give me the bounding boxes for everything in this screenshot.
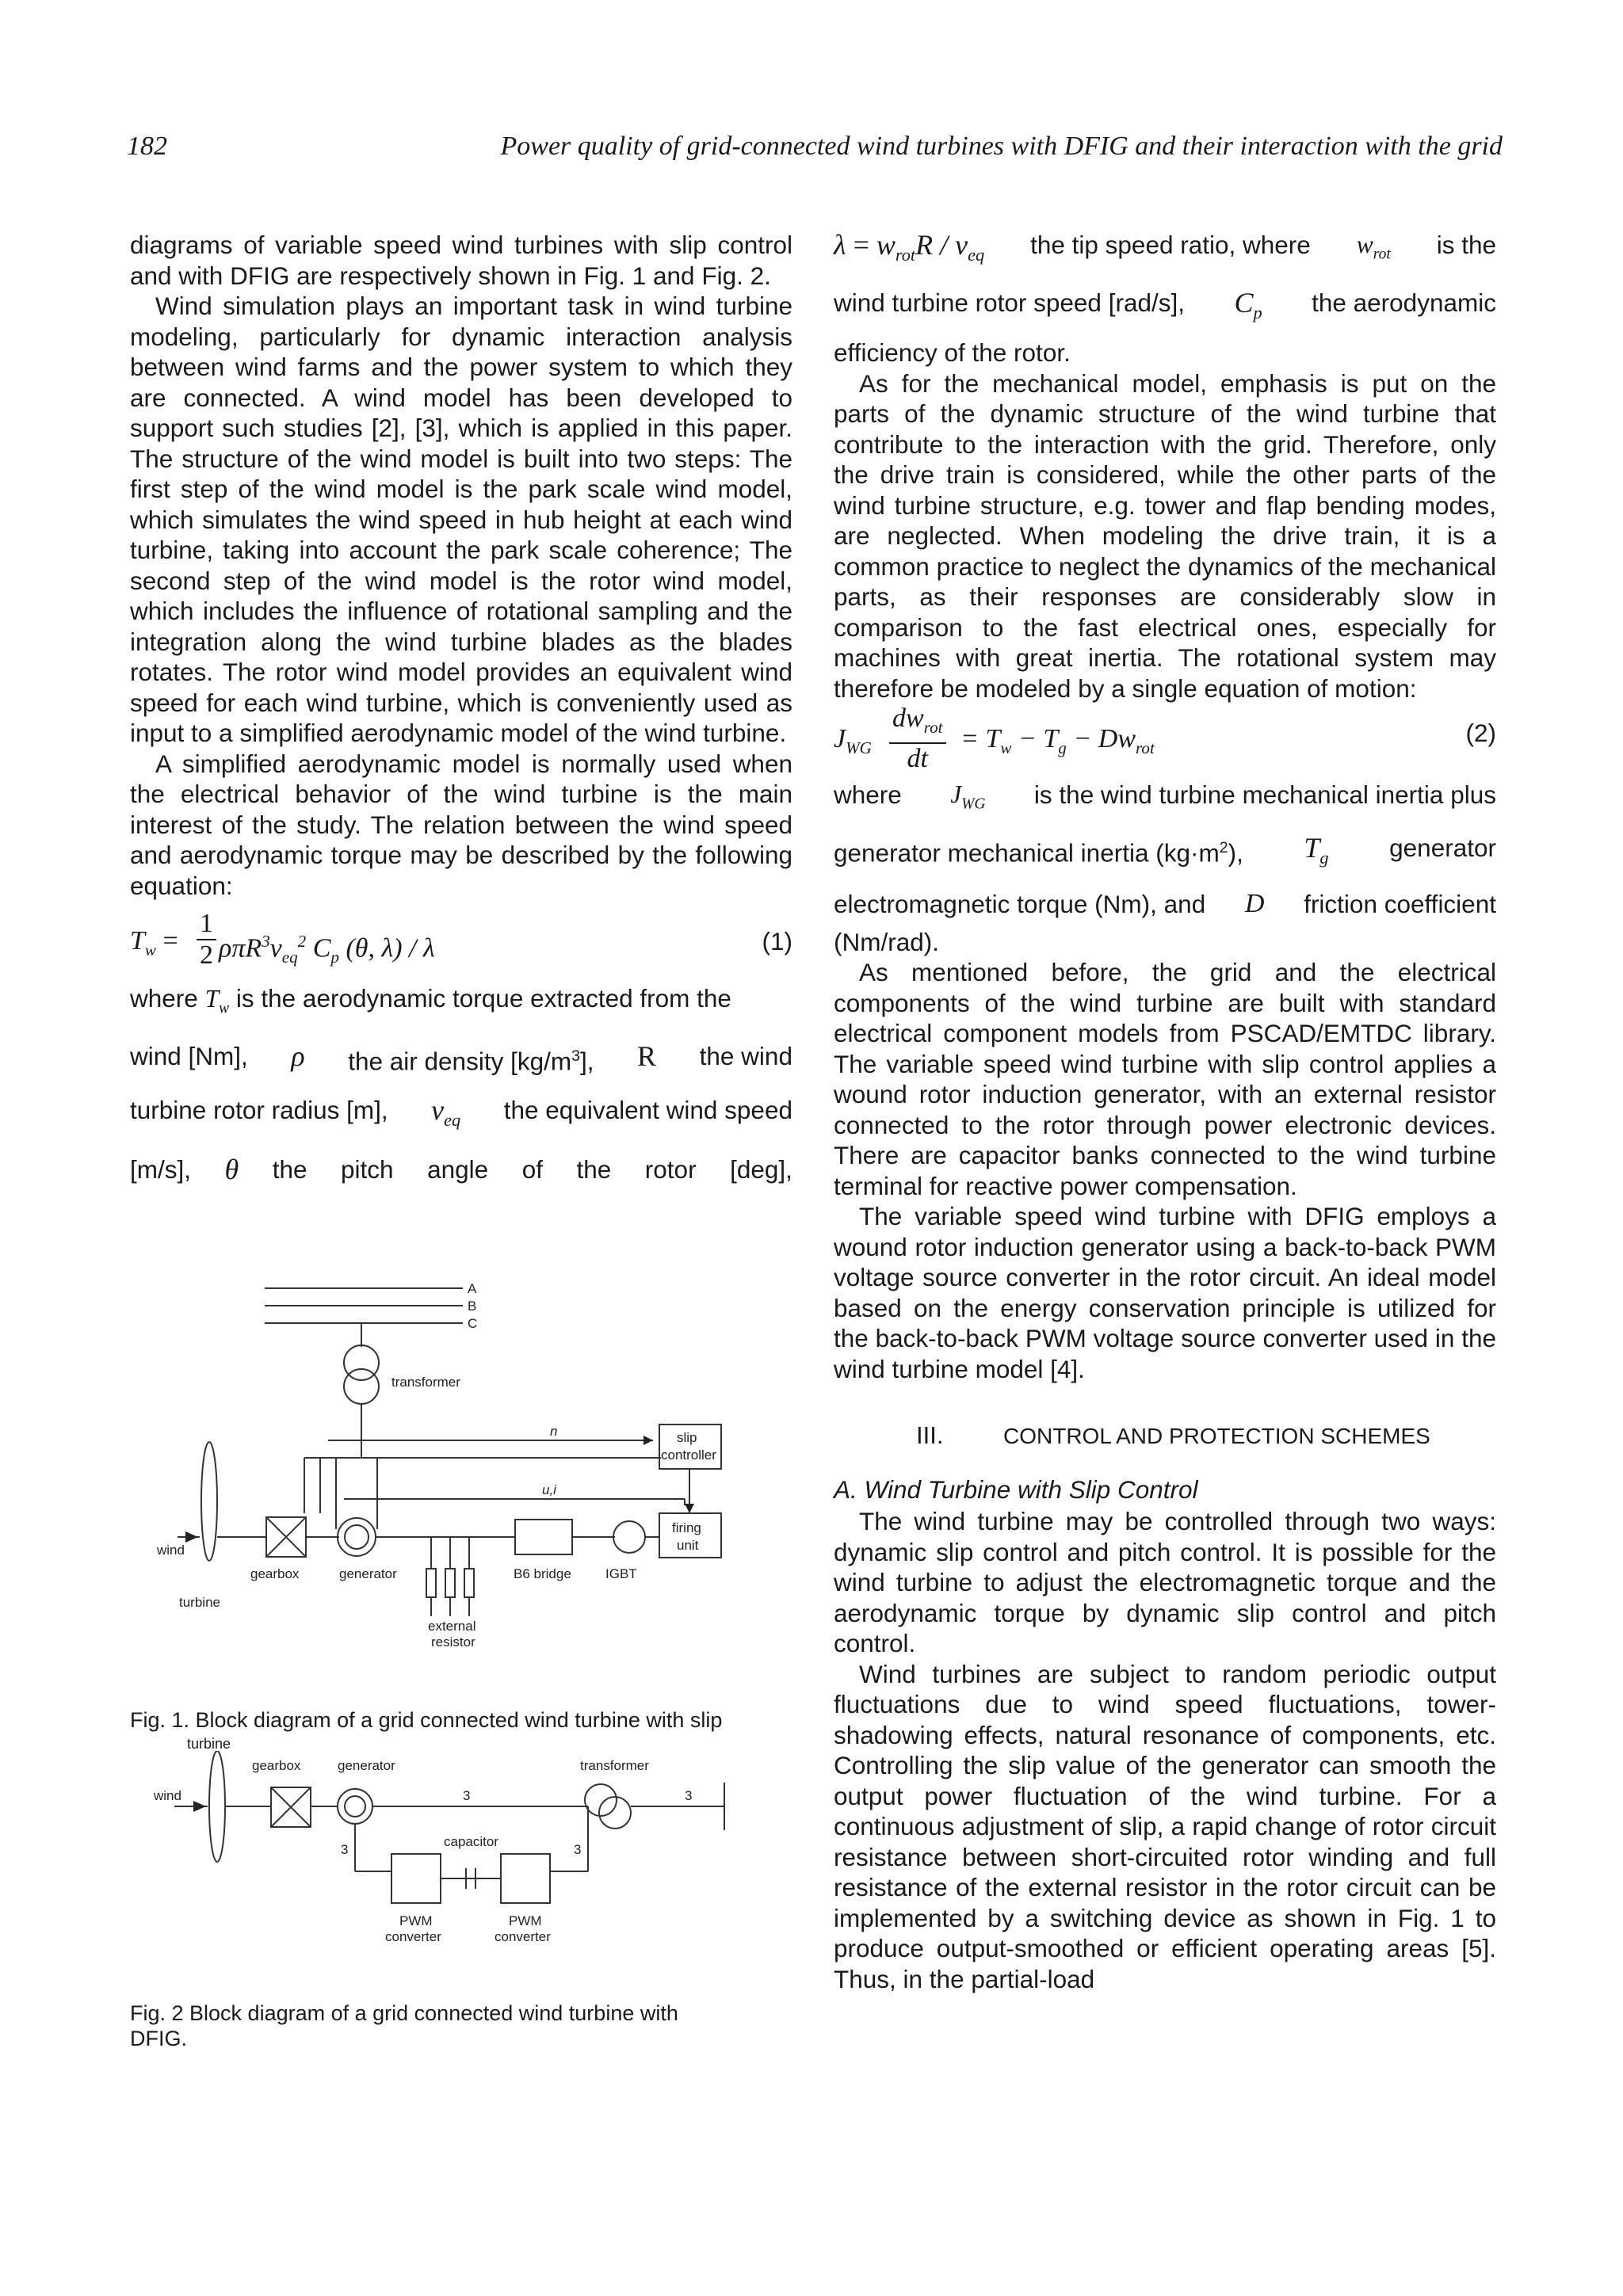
transformer-circle-bottom	[344, 1369, 379, 1404]
left-column	[130, 230, 792, 1193]
figure-1-caption-line2: turbine	[187, 1736, 231, 1752]
label-turbine: turbine	[179, 1595, 220, 1610]
eq2-fraction	[889, 704, 946, 774]
transformer-circle-2a	[585, 1784, 617, 1816]
label-wind: wind	[157, 1543, 185, 1558]
label-generator: generator	[339, 1566, 397, 1581]
line-d	[834, 881, 1496, 927]
eq2-dt: dt	[907, 744, 928, 774]
text-pitch: pitch	[341, 1154, 394, 1184]
label-B: B	[468, 1299, 477, 1314]
label-transformer-2: transformer	[580, 1758, 649, 1773]
line-tsr	[834, 222, 1496, 278]
eq1-sub-eq: eq	[281, 948, 298, 967]
text-rotor-speed: wind turbine rotor speed [rad/s],	[834, 288, 1185, 318]
label-igbt: IGBT	[605, 1566, 637, 1581]
equation-2	[834, 704, 1496, 775]
b6-bridge-box	[515, 1520, 572, 1554]
eq2-number: (2)	[1465, 719, 1496, 748]
line-cp	[834, 278, 1496, 338]
pwm-converter-2	[501, 1854, 550, 1903]
text-torque: is the aerodynamic torque extracted from the	[235, 984, 731, 1013]
igbt-circle	[613, 1521, 645, 1553]
turbine-blade-2	[209, 1751, 225, 1862]
eq1-rho-pi-r: ρπR	[219, 933, 262, 963]
sym-cp: $C_p$	[1234, 287, 1262, 323]
eq2-rhs-b: − T	[1011, 724, 1059, 754]
eq2-rhs-g: g	[1058, 738, 1067, 758]
text-bracket: ],	[579, 1047, 594, 1076]
turbine-blade	[201, 1442, 217, 1561]
eq2-rhs-w: w	[1000, 738, 1012, 758]
eq1-half-fraction	[197, 909, 216, 971]
page-number: 182	[127, 132, 167, 161]
label-generator-2: generator	[338, 1758, 395, 1773]
section-title: CONTROL AND PROTECTION SCHEMES	[1003, 1424, 1430, 1449]
running-title: Power quality of grid-connected wind turbines with DFIG and their interaction with the grid	[500, 132, 1503, 161]
text-friction: friction coefficient	[1304, 889, 1496, 918]
line-jwg	[834, 775, 1496, 824]
paragraph-control: The wind turbine may be controlled through two ways: dynamic slip control and pitch control. It is possible for the wind turbine to adjust the electromagnetic torque and the aerodynamic torque by dynamic slip control and pitch control.	[834, 1507, 1496, 1658]
figure-2-diagram	[130, 1751, 792, 1981]
line-veq	[130, 1085, 792, 1146]
sym-jwg: $J_{WG}$	[950, 780, 986, 813]
wind-arrow	[185, 1531, 198, 1543]
label-converter-2: converter	[495, 1929, 551, 1944]
text-efficiency: efficiency of the rotor.	[834, 338, 1071, 368]
sym-theta: θ	[224, 1153, 239, 1185]
text-of: of	[521, 1154, 543, 1184]
eq1-sub-p: p	[330, 948, 339, 967]
text-angle: angle	[427, 1154, 489, 1184]
paragraph-diagrams: diagrams of variable speed wind turbines with slip control and with DFIG are respectively shown in Fig. 1 and Fig. 2.	[130, 231, 792, 290]
text-electromagnetic: electromagnetic torque (Nm), and	[834, 889, 1206, 918]
section-number: III.	[916, 1421, 944, 1450]
label-capacitor: capacitor	[444, 1834, 498, 1849]
sup-three: 3	[571, 1047, 580, 1066]
paragraph-grid-components: As mentioned before, the grid and the electrical components of the wind turbine are built with standard electrical component models from PSCAD/EMTDC library. The variable speed wind turbine with slip control applies a wound rotor induction generator, with an external resistor connected to the rotor through power electronic devices. There are capacitor banks connected to the wind turbine terminal for reactive power compensation.	[834, 958, 1496, 1200]
paragraph-wind-simulation: Wind simulation plays an important task in wind turbine modeling, particularly for dynamic interaction analysis between wind farms and the power system to which they are connected. A wind model has been developed to support such studies [2], [3], which is applied in this paper. The structure of the wind model is built into two steps: The first step of the wind model is the park scale wind model, which simulates the wind speed in hub height at each wind turbine, taking into account the park scale coherence; The second step of the wind model is the rotor wind model, which includes the influence of rotational sampling and the integration along the wind turbine blades as the blades rotates. The rotor wind model provides an equivalent wind speed for each wind turbine, which is conveniently used as input to a simplified aerodynamic model of the wind turbine.	[130, 292, 792, 747]
eq2-J: J	[834, 724, 846, 754]
label-external: external	[428, 1619, 476, 1634]
label-wind-2: wind	[154, 1788, 181, 1803]
paragraph-fluctuations: Wind turbines are subject to random periodic output fluctuations due to wind speed fluctuations, tower-shadowing effects, natural resonance of components, etc. Controlling the slip value of the generator can smooth the output power fluctuation of the wind turbine. For a continuous adjustment of slip, a rapid change of rotor circuit resistance between short-circuited rotor winding and full resistance of the external resistor in the rotor circuit can be implemented by a switching device as shown in Fig. 1 to produce output-smoothed or efficient operating areas [5]. Thus, in the partial-load	[834, 1659, 1496, 1993]
section-heading	[916, 1421, 1496, 1452]
eq1-number: (1)	[762, 927, 792, 955]
eq2-rot: rot	[923, 718, 943, 738]
text-the-1: the	[272, 1154, 307, 1184]
label-pwm-1: PWM	[399, 1913, 433, 1928]
generator-circle-2	[338, 1789, 372, 1824]
figure-2-caption: Fig. 2 Block diagram of a grid connected wind turbine with	[130, 2001, 678, 2025]
eq-tip-speed-ratio: $\lambda = w_{rot}R / v_{eq}$	[834, 229, 985, 265]
paragraph-dfig: The variable speed wind turbine with DFIG employs a wound rotor induction generator using a back-to-back PWM voltage source converter in the rotor circuit. An ideal model based on the energy conservation principle is utilized for the back-to-back PWM voltage source converter used in the wind turbine model [4].	[834, 1202, 1496, 1383]
text-rotor: rotor	[644, 1154, 697, 1184]
line-theta	[130, 1146, 792, 1193]
text-ms: [m/s],	[130, 1154, 191, 1184]
eq1-sup2: 2	[297, 932, 307, 951]
label-pwm-2: PWM	[509, 1913, 542, 1928]
text-air-density: the air density [kg/m	[348, 1047, 572, 1076]
text-aerodynamic: the aerodynamic	[1312, 288, 1496, 318]
sym-tg: $T_g$	[1304, 831, 1329, 868]
label-three-d: 3	[574, 1842, 582, 1857]
subsection-heading: A. Wind Turbine with Slip Control	[834, 1474, 1198, 1504]
pwm-converter-1	[391, 1854, 441, 1903]
text-rotor-radius: turbine rotor radius [m],	[130, 1095, 388, 1124]
sym-Tw: $T_w$	[204, 985, 230, 1017]
eq2-rhs-rot: rot	[1136, 738, 1155, 758]
paragraph-aerodynamic-model: A simplified aerodynamic model is normally used when the electrical behavior of the wind turbine is the main interest of the study. The relation between the wind speed and aerodynamic torque may be described by the following equation:	[130, 749, 792, 900]
figure-1-diagram	[130, 1268, 792, 1695]
line-rho	[130, 1033, 792, 1085]
line-tg	[834, 825, 1496, 881]
text-is-the: is the	[1436, 231, 1496, 259]
label-ui: u,i	[542, 1482, 556, 1497]
label-three-a: 3	[463, 1788, 471, 1803]
sym-veq: $v_{eq}$	[431, 1093, 461, 1130]
eq1-rest: (θ, λ) / λ	[346, 933, 435, 963]
text-where: where	[130, 984, 198, 1013]
label-firing: firing	[672, 1520, 701, 1535]
eq1-sup3: 3	[262, 932, 270, 951]
label-A: A	[468, 1281, 477, 1296]
text-where-2: where	[834, 780, 902, 810]
text-wind-nm: wind [Nm],	[130, 1042, 248, 1071]
text-the-wind: the wind	[699, 1042, 792, 1071]
transformer-circle-2b	[599, 1797, 631, 1829]
text-inertia-plus: is the wind turbine mechanical inertia plus	[1033, 780, 1496, 810]
eq2-rhs-c: − Dw	[1066, 724, 1136, 754]
generator-inner	[345, 1525, 369, 1549]
eq2-rhs-a: = T	[960, 724, 1001, 754]
label-three-b: 3	[685, 1788, 693, 1803]
eq1-lhs-sub: w	[144, 940, 156, 959]
text-generator: generator	[1389, 833, 1496, 862]
text-deg: [deg],	[730, 1154, 792, 1184]
sym-rho: ρ	[291, 1040, 305, 1073]
label-C: C	[468, 1316, 478, 1331]
label-three-c: 3	[341, 1842, 349, 1857]
label-n: n	[550, 1424, 558, 1439]
eq1-c: C	[312, 933, 331, 963]
label-resistor: resistor	[431, 1634, 475, 1650]
eq1-denominator: 2	[200, 940, 213, 970]
label-b6-bridge: B6 bridge	[514, 1566, 571, 1581]
paragraph-mechanical-model: As for the mechanical model, emphasis is put on the parts of the dynamic structure of the wind turbine that contribute to the interaction with the grid. Therefore, only the drive train is considered, while the other parts of the wind turbine structure, e.g. tower and flap bending modes, are neglected. When modeling the drive train, it is a common practice to neglect the dynamics of the mechanical parts, as their responses are considerably slow in comparison to the fast electrical ones, especially for machines with great inertia. The rotational system may therefore be modeled by a single equation of motion:	[834, 368, 1496, 703]
figure-2-caption-line2: DFIG.	[130, 2027, 187, 2050]
text-nm-rad: (Nm/rad).	[834, 927, 939, 956]
eq1-lhs-T: T	[130, 926, 145, 955]
right-column	[834, 230, 1496, 1994]
eq1-numerator: 1	[197, 909, 216, 940]
label-slip: slip	[677, 1430, 697, 1445]
eq1-equals: =	[162, 926, 178, 955]
eq2-dw: dw	[892, 704, 924, 734]
text-equivalent-speed: the equivalent wind speed	[503, 1095, 792, 1124]
eq1-v: v	[269, 933, 282, 963]
text-tip-speed: the tip speed ratio, where	[1030, 231, 1311, 259]
label-transformer: transformer	[391, 1375, 460, 1390]
text-close: ),	[1228, 838, 1243, 868]
label-unit: unit	[677, 1538, 699, 1553]
label-gearbox-2: gearbox	[252, 1758, 301, 1773]
sym-R: R	[637, 1040, 657, 1073]
eq2-WG: WG	[846, 738, 872, 758]
label-gearbox: gearbox	[250, 1566, 300, 1581]
sup-two: 2	[1219, 838, 1228, 856]
sym-wrot: $w_{rot}$	[1356, 231, 1391, 263]
figure-1-caption: Fig. 1. Block diagram of a grid connected wind turbine with slip	[130, 1708, 723, 1732]
paragraph-symbols	[130, 974, 792, 1033]
sym-D: D	[1244, 888, 1265, 918]
generator-circle	[338, 1518, 376, 1556]
text-the-2: the	[576, 1154, 612, 1184]
label-controller: controller	[661, 1447, 716, 1463]
equation-1	[130, 906, 792, 978]
label-converter-1: converter	[385, 1929, 441, 1944]
text-generator-inertia: generator mechanical inertia (kg·m	[834, 838, 1220, 868]
wind-arrow-2	[193, 1801, 206, 1812]
